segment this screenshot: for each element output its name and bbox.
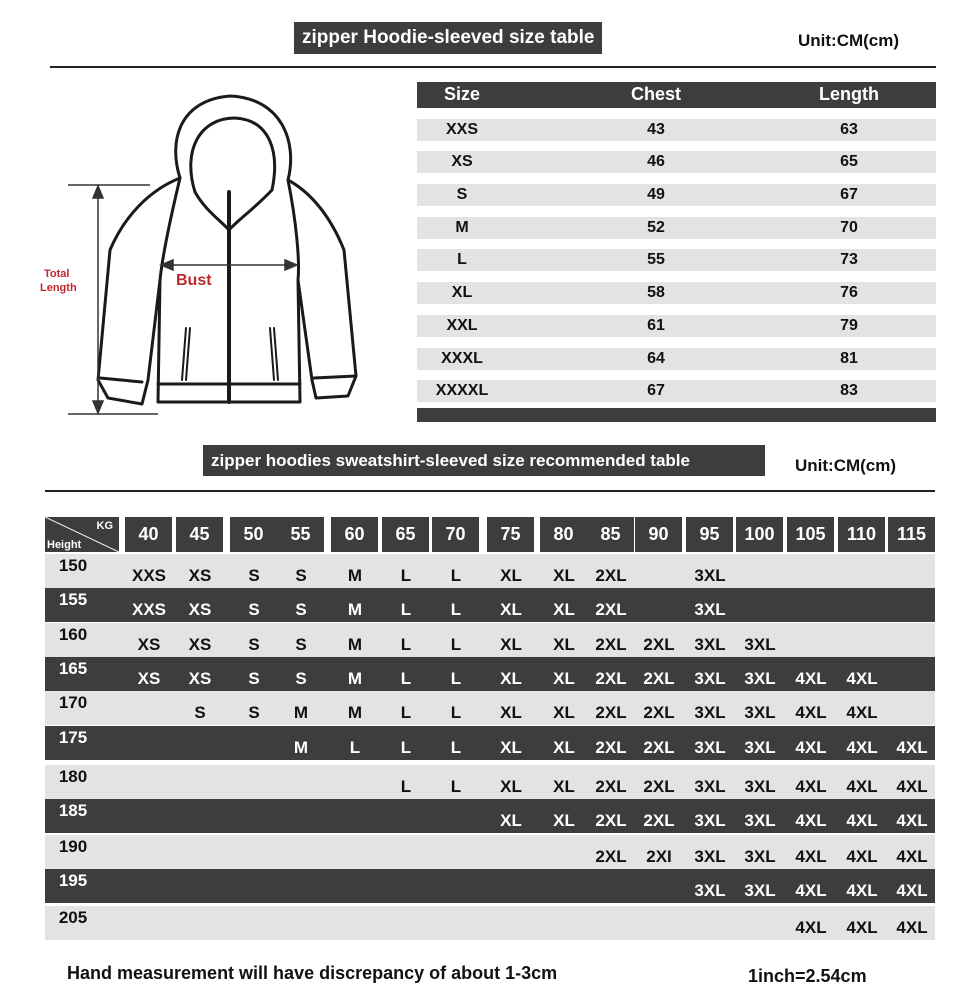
size-cell: XS <box>137 669 161 688</box>
size-cell: XL <box>500 566 522 585</box>
size-cell: 3XL <box>694 777 726 796</box>
size-table-unit: Unit:CM(cm) <box>798 31 900 50</box>
size-cell: L <box>400 635 412 654</box>
size-cell: XXS <box>131 600 167 619</box>
size-cell: 2XL <box>595 703 627 722</box>
recommend-table-title: zipper hoodies sweatshirt-sleeved size recommended table <box>203 445 765 476</box>
table-row <box>417 249 936 271</box>
size-cell: S <box>295 600 307 619</box>
size-cell: 3XL <box>694 811 726 830</box>
size-cell: XXS <box>131 566 167 585</box>
size-cell: L <box>450 738 462 757</box>
size-cell: XL <box>500 703 522 722</box>
length-cell: 63 <box>840 120 858 138</box>
height-cell: 195 <box>58 871 88 890</box>
header-size: Size <box>443 84 481 104</box>
weight-header-65: 65 <box>382 517 429 552</box>
size-cell: 3XL <box>694 703 726 722</box>
size-cell: 4XL <box>795 811 827 830</box>
size-cell: XL <box>553 566 575 585</box>
size-cell: 2XL <box>595 600 627 619</box>
middle-divider <box>45 490 935 492</box>
size-cell: 4XL <box>846 881 878 900</box>
size-cell: M <box>347 669 363 688</box>
size-table <box>417 82 936 422</box>
weight-header-110: 110 <box>838 517 885 552</box>
top-divider <box>50 66 936 68</box>
height-cell: 150 <box>58 556 88 575</box>
size-cell: XL <box>553 669 575 688</box>
size-cell: XL <box>553 600 575 619</box>
size-cell: XL <box>500 811 522 830</box>
size-cell: XS <box>188 635 212 654</box>
size-cell: XXL <box>446 316 478 334</box>
table-row <box>417 217 936 239</box>
table-row <box>45 906 935 940</box>
size-cell: L <box>400 703 412 722</box>
size-cell: L <box>400 738 412 757</box>
size-cell: 4XL <box>896 811 928 830</box>
size-cell: 2XI <box>646 847 672 866</box>
size-cell: S <box>295 566 307 585</box>
size-cell: S <box>248 600 260 619</box>
length-cell: 70 <box>840 218 858 236</box>
size-cell: 4XL <box>846 703 878 722</box>
size-cell: M <box>347 703 363 722</box>
chest-cell: 52 <box>647 218 665 236</box>
size-cell: 2XL <box>643 811 675 830</box>
height-cell: 205 <box>58 908 88 927</box>
header-chest: Chest <box>630 84 682 104</box>
size-cell: XL <box>553 811 575 830</box>
height-cell: 155 <box>58 590 88 609</box>
height-cell: 190 <box>58 837 88 856</box>
size-cell: XL <box>451 284 473 302</box>
size-cell: S <box>456 186 468 204</box>
size-cell: 2XL <box>595 566 627 585</box>
size-cell: 2XL <box>643 669 675 688</box>
size-cell: S <box>295 669 307 688</box>
size-cell: 3XL <box>744 635 776 654</box>
chest-cell: 64 <box>647 349 665 367</box>
size-cell: 4XL <box>896 847 928 866</box>
size-cell: 4XL <box>896 777 928 796</box>
size-cell: 4XL <box>896 881 928 900</box>
table-row <box>45 588 935 622</box>
size-cell: XS <box>188 669 212 688</box>
size-cell: 3XL <box>744 669 776 688</box>
size-cell: 2XL <box>595 738 627 757</box>
size-cell: 3XL <box>694 669 726 688</box>
header-corner-cell <box>45 517 119 552</box>
size-cell: 4XL <box>896 918 928 937</box>
size-cell: L <box>450 600 462 619</box>
size-cell: L <box>450 669 462 688</box>
size-cell: XXXL <box>441 349 483 367</box>
size-cell: XL <box>553 635 575 654</box>
size-cell: XS <box>137 635 161 654</box>
size-cell: M <box>293 738 309 757</box>
height-cell: 175 <box>58 728 88 747</box>
table-row <box>45 835 935 869</box>
size-cell: XL <box>553 703 575 722</box>
length-cell: 83 <box>840 382 858 400</box>
size-cell: L <box>450 635 462 654</box>
size-cell: 3XL <box>694 847 726 866</box>
size-cell: 3XL <box>744 703 776 722</box>
table-row <box>45 726 935 760</box>
weight-header-70: 70 <box>432 517 479 552</box>
size-cell: M <box>293 703 309 722</box>
total-length-label-2: Length <box>40 282 77 294</box>
size-cell: XL <box>553 738 575 757</box>
height-cell: 180 <box>58 767 88 786</box>
chest-cell: 58 <box>647 284 665 302</box>
table-row <box>45 691 935 725</box>
size-cell: M <box>347 600 363 619</box>
size-cell: L <box>450 703 462 722</box>
inch-conversion: 1inch=2.54cm <box>748 966 867 986</box>
height-cell: 160 <box>58 625 88 644</box>
size-cell: XL <box>553 777 575 796</box>
size-cell: XL <box>500 600 522 619</box>
size-cell: 3XL <box>694 635 726 654</box>
size-cell: 4XL <box>846 738 878 757</box>
chest-cell: 55 <box>647 251 665 269</box>
size-cell: 2XL <box>595 635 627 654</box>
weight-header-90: 90 <box>635 517 682 552</box>
size-cell: 4XL <box>846 777 878 796</box>
table-row <box>45 869 935 903</box>
chest-cell: 61 <box>647 316 665 334</box>
size-cell: 4XL <box>846 669 878 688</box>
weight-header-95: 95 <box>686 517 733 552</box>
weight-header-105: 105 <box>787 517 834 552</box>
size-table-header <box>417 82 936 108</box>
header-length: Length <box>819 84 879 104</box>
size-cell: 2XL <box>643 738 675 757</box>
size-cell: 3XL <box>744 777 776 796</box>
weight-header-55: 55 <box>277 517 324 552</box>
table-row <box>45 554 935 588</box>
size-cell: 2XL <box>595 777 627 796</box>
bust-label: Bust <box>176 272 212 289</box>
size-cell: 4XL <box>896 738 928 757</box>
height-cell: 165 <box>58 659 88 678</box>
size-cell: L <box>457 251 467 269</box>
weight-header-85: 85 <box>587 517 634 552</box>
size-cell: 3XL <box>744 811 776 830</box>
size-cell: 2XL <box>595 847 627 866</box>
length-cell: 65 <box>840 153 858 171</box>
length-cell: 76 <box>840 284 858 302</box>
size-cell: 3XL <box>694 600 726 619</box>
recommend-table-header <box>45 517 935 552</box>
size-cell: 3XL <box>744 881 776 900</box>
table-row <box>45 623 935 657</box>
weight-header-60: 60 <box>331 517 378 552</box>
size-cell: 4XL <box>795 777 827 796</box>
size-cell: 4XL <box>795 881 827 900</box>
size-cell: 3XL <box>744 738 776 757</box>
size-cell: XS <box>188 600 212 619</box>
length-cell: 81 <box>840 349 858 367</box>
weight-header-50: 50 <box>230 517 277 552</box>
weight-header-80: 80 <box>540 517 587 552</box>
size-cell: S <box>295 635 307 654</box>
table-row <box>417 315 936 337</box>
table-row <box>417 348 936 370</box>
size-cell: 4XL <box>846 811 878 830</box>
weight-header-45: 45 <box>176 517 223 552</box>
length-cell: 67 <box>840 186 858 204</box>
size-cell: XS <box>188 566 212 585</box>
size-cell: 4XL <box>846 918 878 937</box>
size-cell: S <box>194 703 206 722</box>
table-row <box>417 282 936 304</box>
size-table-title: zipper Hoodie-sleeved size table <box>294 22 602 54</box>
size-cell: 4XL <box>795 703 827 722</box>
size-cell: 4XL <box>795 918 827 937</box>
size-cell: XL <box>500 777 522 796</box>
size-cell: 2XL <box>595 669 627 688</box>
height-cell: 185 <box>58 801 88 820</box>
size-cell: 4XL <box>846 847 878 866</box>
size-cell: S <box>248 566 260 585</box>
size-cell: 3XL <box>744 847 776 866</box>
chest-cell: 67 <box>647 382 665 400</box>
size-cell: 3XL <box>694 881 726 900</box>
chest-cell: 43 <box>647 120 665 138</box>
size-cell: L <box>400 777 412 796</box>
size-cell: 4XL <box>795 738 827 757</box>
size-cell: 2XL <box>643 635 675 654</box>
table-row <box>45 799 935 833</box>
size-cell: XXS <box>445 120 479 138</box>
size-cell: XS <box>451 153 473 171</box>
size-cell: 3XL <box>694 738 726 757</box>
table-row <box>45 657 935 691</box>
size-cell: 2XL <box>595 811 627 830</box>
weight-header-115: 115 <box>888 517 935 552</box>
chest-cell: 49 <box>647 186 665 204</box>
table-row <box>417 119 936 141</box>
table-row <box>417 151 936 173</box>
size-cell: S <box>248 635 260 654</box>
length-cell: 79 <box>840 316 858 334</box>
size-cell: L <box>400 600 412 619</box>
size-cell: XL <box>500 669 522 688</box>
table-row <box>417 380 936 402</box>
size-cell: 3XL <box>694 566 726 585</box>
size-cell: L <box>400 669 412 688</box>
measurement-note: Hand measurement will have discrepancy of about 1-3cm <box>67 963 558 983</box>
size-cell: M <box>455 218 469 236</box>
size-cell: XL <box>500 738 522 757</box>
corner-height-label: Height <box>47 539 82 551</box>
table-row <box>45 765 935 799</box>
recommend-table-unit: Unit:CM(cm) <box>795 456 897 475</box>
chest-cell: 46 <box>647 153 665 171</box>
total-length-label-1: Total <box>44 268 70 280</box>
size-cell: M <box>347 635 363 654</box>
size-table-footer-band <box>417 408 936 422</box>
size-cell: 2XL <box>643 703 675 722</box>
size-cell: 2XL <box>643 777 675 796</box>
hoodie-diagram <box>30 80 410 430</box>
size-cell: XL <box>500 635 522 654</box>
weight-header-100: 100 <box>736 517 783 552</box>
size-cell: XXXXL <box>435 382 489 400</box>
size-cell: S <box>248 669 260 688</box>
table-row <box>417 184 936 206</box>
size-cell: L <box>349 738 361 757</box>
size-cell: L <box>400 566 412 585</box>
size-cell: L <box>450 777 462 796</box>
recommend-table <box>45 517 935 937</box>
size-cell: 4XL <box>795 669 827 688</box>
size-cell: L <box>450 566 462 585</box>
weight-header-75: 75 <box>487 517 534 552</box>
corner-kg-label: KG <box>96 520 113 532</box>
height-cell: 170 <box>58 693 88 712</box>
size-cell: 4XL <box>795 847 827 866</box>
weight-header-40: 40 <box>125 517 172 552</box>
size-cell: M <box>347 566 363 585</box>
size-cell: S <box>248 703 260 722</box>
length-cell: 73 <box>840 251 858 269</box>
